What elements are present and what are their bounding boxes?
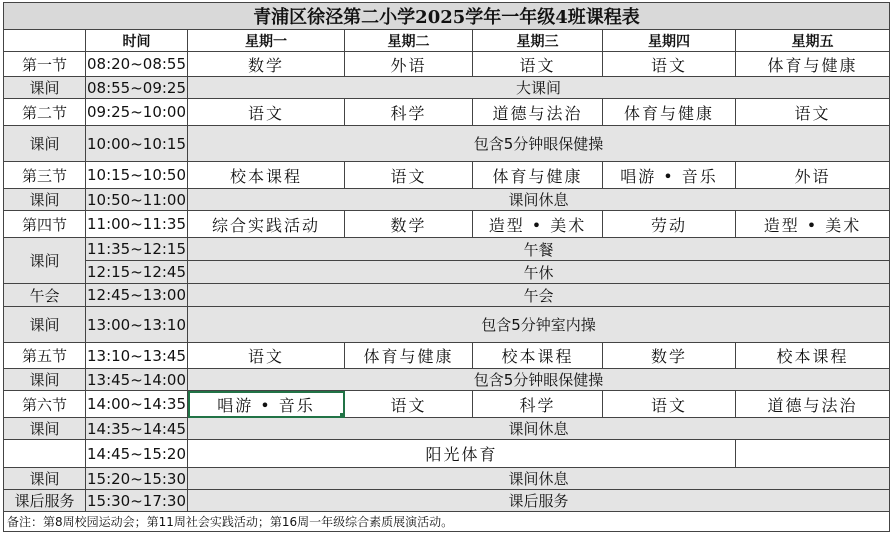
subject-cell[interactable]: 语文 — [345, 391, 473, 418]
subject-cell[interactable]: 劳动 — [603, 211, 736, 238]
time-cell[interactable]: 10:15~10:50 — [86, 162, 188, 189]
subject-cell[interactable]: 道德与法治 — [736, 391, 890, 418]
time-cell[interactable]: 15:30~17:30 — [86, 491, 187, 510]
time-cell[interactable]: 14:35~14:45 — [86, 419, 187, 438]
period-cell[interactable]: 课间 — [4, 238, 86, 284]
subject-cell[interactable]: 外语 — [345, 52, 473, 77]
note-cell[interactable]: 备注：第8周校园运动会；第11周社会实践活动；第16周一年级综合素质展演活动。 — [4, 512, 890, 532]
subject-cell[interactable]: 语文 — [188, 99, 345, 126]
period-cell[interactable]: 第六节 — [4, 391, 86, 418]
time-cell[interactable]: 12:45~13:00 — [86, 284, 188, 307]
period-cell[interactable]: 第五节 — [4, 343, 86, 369]
subject-cell[interactable]: 道德与法治 — [473, 99, 603, 126]
header-friday[interactable]: 星期五 — [736, 30, 890, 52]
subject-cell[interactable]: 体育与健康 — [736, 52, 890, 77]
period-cell[interactable]: 课间 — [4, 369, 86, 391]
time-cell[interactable]: 13:00~13:10 — [86, 307, 188, 343]
timetable-title[interactable]: 青浦区徐泾第二小学2025学年一年级4班课程表 — [4, 3, 890, 30]
subject-cell[interactable]: 校本课程 — [188, 162, 345, 189]
header-period-cell[interactable] — [4, 30, 86, 52]
subject-cell[interactable]: 语文 — [345, 162, 473, 189]
time-cell[interactable]: 10:00~10:15 — [86, 126, 188, 162]
subject-cell[interactable]: 校本课程 — [473, 343, 603, 369]
break-cell[interactable]: 包含5分钟眼保健操 — [188, 126, 890, 162]
period-cell[interactable]: 第二节 — [4, 99, 86, 126]
period-cell[interactable]: 课间 — [4, 126, 86, 162]
subject-cell[interactable]: 科学 — [473, 391, 603, 418]
header-wednesday[interactable]: 星期三 — [473, 30, 603, 52]
time-cell[interactable]: 11:00~11:35 — [86, 211, 188, 238]
subject-cell[interactable]: 体育与健康 — [473, 162, 603, 189]
period-cell[interactable]: 课间 — [4, 418, 86, 440]
subject-cell[interactable]: 校本课程 — [736, 343, 890, 369]
period-cell[interactable]: 课间 — [4, 307, 86, 343]
activity-cell[interactable]: 阳光体育 — [188, 440, 736, 468]
break-cell[interactable]: 午会 — [188, 284, 890, 307]
break-cell[interactable]: 课后服务 — [188, 490, 890, 512]
fill-handle[interactable] — [340, 413, 345, 418]
header-tuesday[interactable]: 星期二 — [345, 30, 473, 52]
subject-cell[interactable]: 语文 — [603, 52, 736, 77]
subject-cell[interactable]: 唱游 • 音乐 — [603, 162, 736, 189]
time-cell[interactable]: 13:45~14:00 — [86, 370, 187, 389]
subject-cell[interactable]: 体育与健康 — [345, 343, 473, 369]
subject-text: 唱游 • 音乐 — [217, 395, 315, 415]
time-cell[interactable]: 15:20~15:30 — [86, 469, 187, 488]
break-cell[interactable]: 课间休息 — [188, 189, 890, 211]
break-cell[interactable]: 包含5分钟眼保健操 — [188, 369, 890, 391]
time-cell[interactable]: 10:50~11:00 — [86, 190, 187, 209]
subject-cell[interactable]: 外语 — [736, 162, 890, 189]
break-cell[interactable]: 午休 — [188, 261, 890, 284]
header-monday[interactable]: 星期一 — [188, 30, 345, 52]
time-cell[interactable]: 14:00~14:35 — [86, 391, 188, 418]
period-cell[interactable]: 午会 — [4, 284, 86, 307]
time-cell[interactable]: 09:25~10:00 — [86, 99, 188, 126]
break-cell[interactable]: 午餐 — [188, 238, 890, 261]
time-cell[interactable]: 08:55~09:25 — [86, 78, 187, 97]
selected-subject-cell[interactable] — [188, 391, 345, 418]
subject-cell[interactable]: 数学 — [345, 211, 473, 238]
subject-cell[interactable]: 造型 • 美术 — [736, 211, 890, 238]
header-thursday[interactable]: 星期四 — [603, 30, 736, 52]
break-cell[interactable]: 包含5分钟室内操 — [188, 307, 890, 343]
time-cell[interactable]: 14:45~15:20 — [86, 440, 188, 468]
subject-cell[interactable]: 数学 — [603, 343, 736, 369]
period-cell[interactable]: 课间 — [4, 77, 86, 99]
period-cell[interactable]: 课后服务 — [4, 490, 86, 512]
subject-cell[interactable]: 数学 — [188, 52, 345, 77]
time-cell[interactable]: 13:10~13:45 — [86, 343, 188, 369]
subject-cell[interactable]: 体育与健康 — [603, 99, 736, 126]
period-cell[interactable]: 第一节 — [4, 52, 86, 77]
break-cell[interactable]: 大课间 — [188, 77, 890, 99]
period-cell[interactable] — [4, 440, 86, 468]
subject-cell[interactable]: 语文 — [188, 343, 345, 369]
subject-cell[interactable]: 语文 — [736, 99, 890, 126]
time-cell[interactable]: 11:35~12:15 — [86, 238, 188, 261]
time-cell[interactable]: 12:15~12:45 — [86, 261, 188, 284]
subject-cell[interactable]: 语文 — [603, 391, 736, 418]
period-cell[interactable]: 课间 — [4, 189, 86, 211]
subject-cell[interactable]: 语文 — [473, 52, 603, 77]
time-cell[interactable]: 08:20~08:55 — [86, 52, 188, 77]
timetable — [3, 2, 890, 532]
timetable-sheet — [3, 2, 889, 536]
break-cell[interactable]: 课间休息 — [188, 418, 890, 440]
empty-cell[interactable] — [736, 440, 890, 468]
period-cell[interactable]: 第三节 — [4, 162, 86, 189]
period-cell[interactable]: 第四节 — [4, 211, 86, 238]
subject-cell[interactable]: 综合实践活动 — [188, 211, 345, 238]
header-time[interactable]: 时间 — [86, 30, 188, 52]
period-cell[interactable]: 课间 — [4, 468, 86, 490]
subject-cell[interactable]: 造型 • 美术 — [473, 211, 603, 238]
break-cell[interactable]: 课间休息 — [188, 468, 890, 490]
subject-cell[interactable]: 科学 — [345, 99, 473, 126]
